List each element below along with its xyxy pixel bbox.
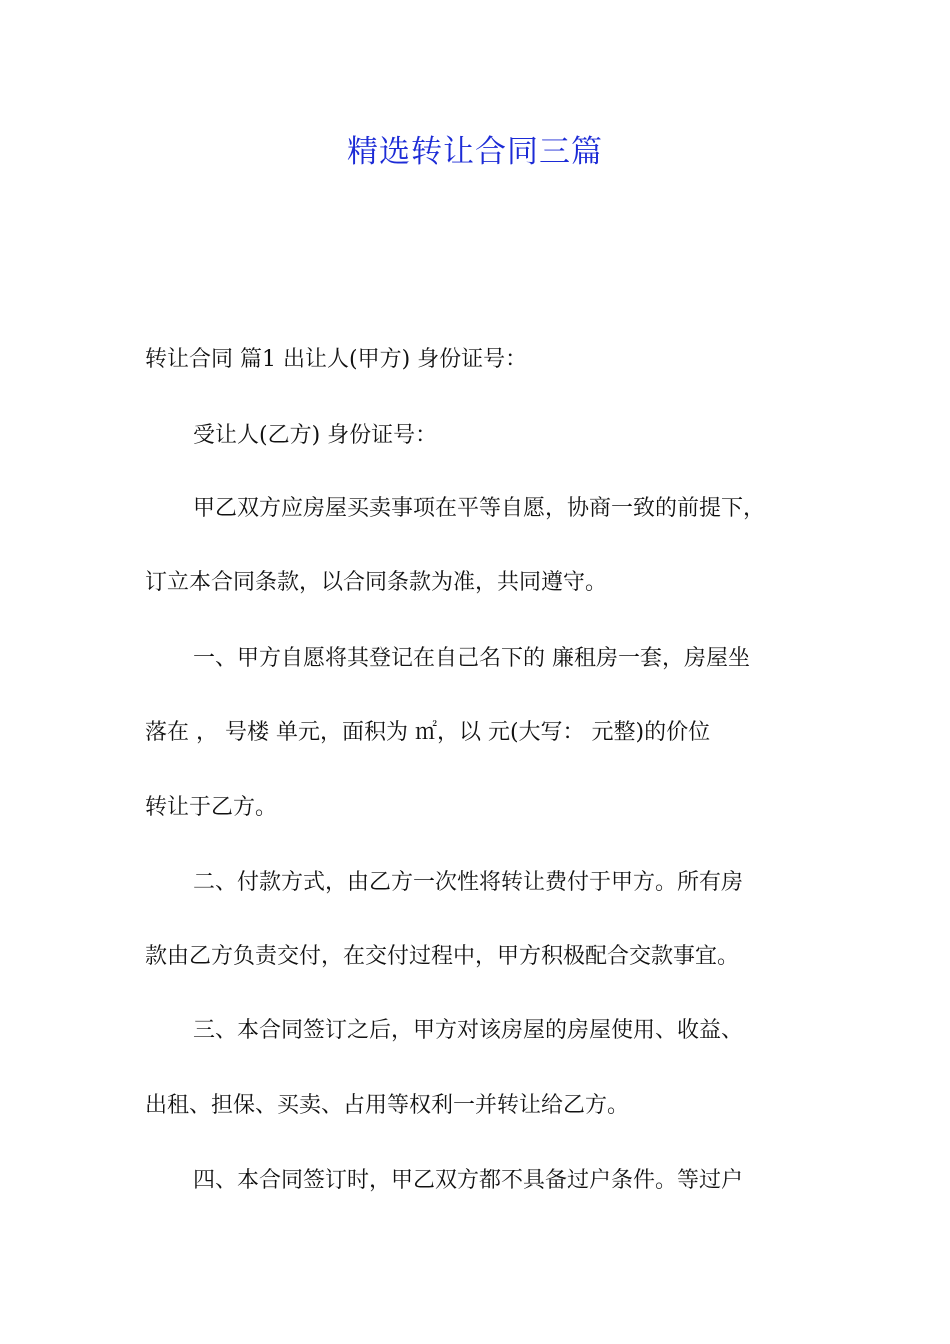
paragraph-line: 受让人(乙方) 身份证号： <box>193 423 438 448</box>
paragraph-line: 二、付款方式，由乙方一次性将转让费付于甲方。所有房 <box>193 870 744 895</box>
paragraph-line: 订立本合同条款，以合同条款为准，共同遵守。 <box>145 570 608 595</box>
paragraph-line: 甲乙双方应房屋买卖事项在平等自愿，协商一致的前提下， <box>193 496 766 521</box>
paragraph-line: 三、本合同签订之后，甲方对该房屋的房屋使用、收益、 <box>193 1018 744 1043</box>
paragraph-line: 款由乙方负责交付，在交付过程中，甲方积极配合交款事宜。 <box>145 944 740 969</box>
paragraph-line: 出租、担保、买卖、占用等权利一并转让给乙方。 <box>145 1093 630 1118</box>
paragraph-line: 转让于乙方。 <box>145 795 278 820</box>
paragraph-line: 落在 ， 号楼 单元，面积为 ㎡，以 元(大写： 元整)的价位 <box>145 720 711 745</box>
document-title: 精选转让合同三篇 <box>347 134 603 170</box>
paragraph-line: 四、本合同签订时，甲乙双方都不具备过户条件。等过户 <box>193 1168 744 1193</box>
paragraph-line: 转让合同 篇1 出让人(甲方) 身份证号： <box>145 347 528 372</box>
paragraph-line: 一、甲方自愿将其登记在自己名下的 廉租房一套，房屋坐 <box>193 646 750 671</box>
